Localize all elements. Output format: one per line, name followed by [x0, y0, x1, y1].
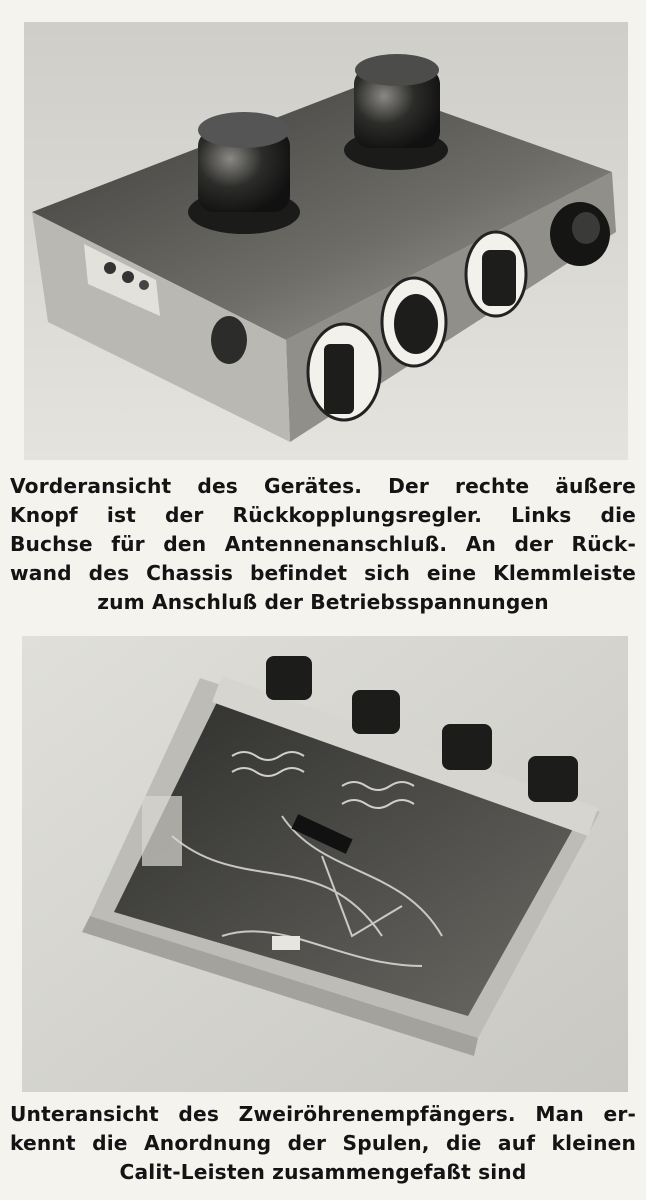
knob-2-icon — [352, 690, 400, 734]
caption-line: Calit-Leisten zusammengefaßt sind — [119, 1160, 527, 1184]
caption-line: Vorderansicht des Gerätes. Der rechte äußere — [10, 474, 636, 498]
tuning-knob-3-icon — [466, 232, 526, 316]
knob-1-icon — [266, 656, 312, 700]
bottom-view-caption — [10, 1100, 636, 1187]
receiver-underside-illustration — [22, 636, 628, 1092]
caption-line: Knopf ist der Rückkopplungsregler. Links die — [10, 503, 636, 527]
receiver-front-illustration — [24, 22, 628, 460]
knob-4-icon — [528, 756, 578, 802]
feedback-knob-icon — [550, 202, 610, 266]
tuning-knob-2-icon — [382, 278, 446, 366]
bottom-view-photo — [22, 636, 628, 1092]
front-view-photo — [24, 22, 628, 460]
knob-3-icon — [442, 724, 492, 770]
tuning-knob-1-icon — [308, 324, 380, 420]
caption-line: zum Anschluß der Betriebsspannungen — [97, 590, 549, 614]
caption-line: wand des Chassis befindet sich eine Klemmleiste — [10, 561, 636, 585]
caption-line: kennt die Anordnung der Spulen, die auf kleinen — [10, 1131, 636, 1155]
front-view-caption — [10, 472, 636, 617]
caption-line: Unteransicht des Zweiröhrenempfängers. Man er- — [10, 1102, 636, 1126]
caption-line: Buchse für den Antennenanschluß. An der Rück- — [10, 532, 636, 556]
